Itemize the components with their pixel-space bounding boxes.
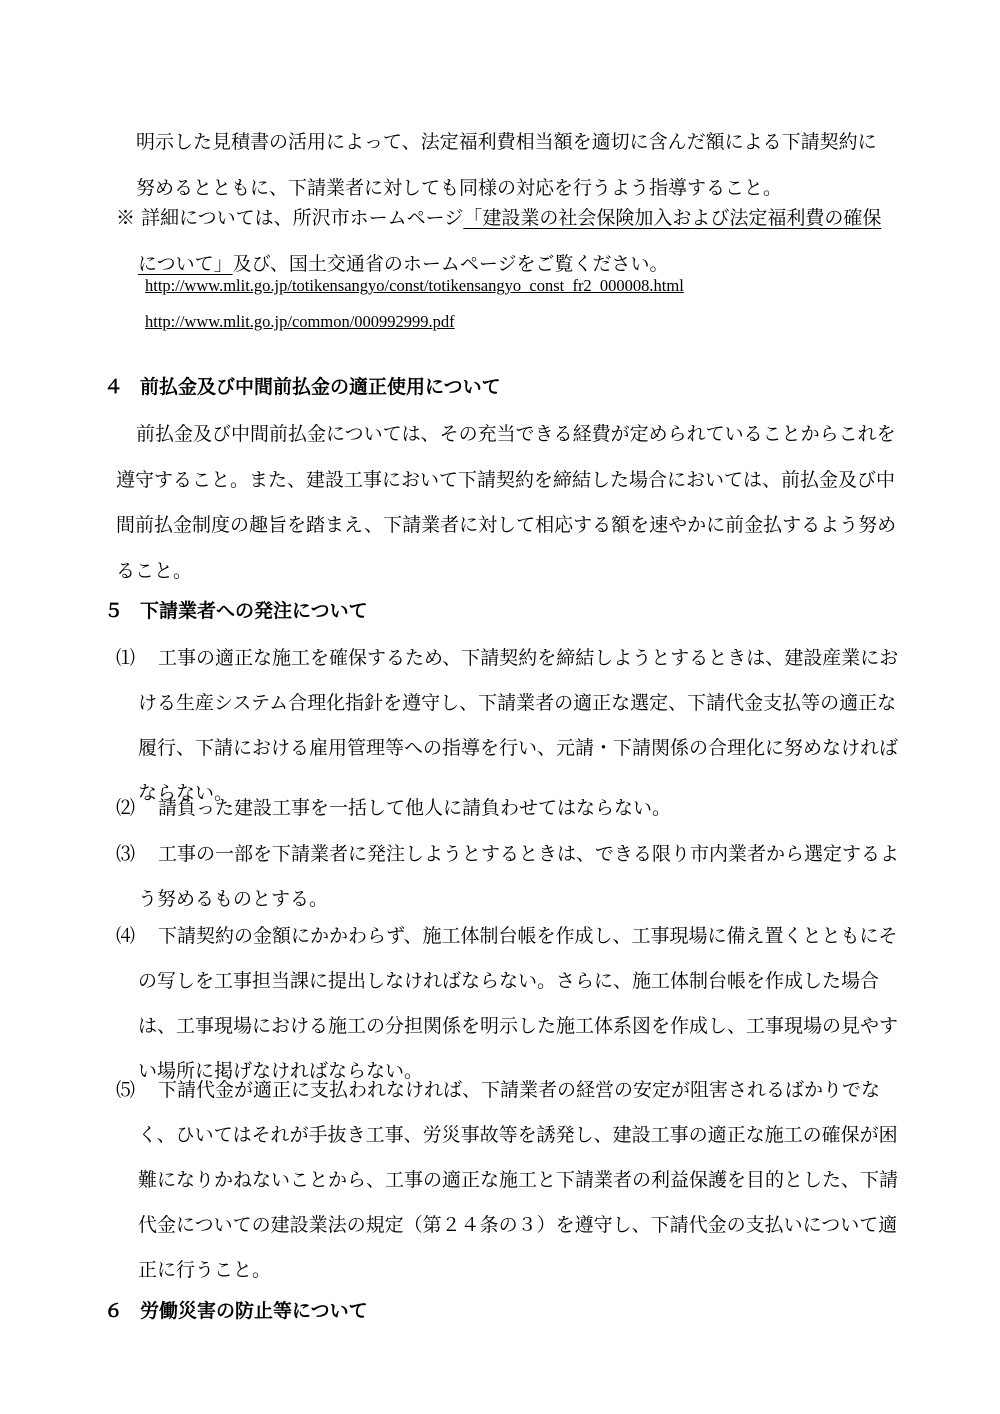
mlit-url-1[interactable]: http://www.mlit.go.jp/totikensangyo/const/totikensangyo_const_fr2_000008.html — [145, 276, 684, 295]
section-5-heading — [104, 596, 368, 623]
list-item — [116, 832, 904, 922]
item-text: 下請代金が適正に支払われなければ、下請業者の経営の安定が阻害されるばかりでなく、ひいてはそれが手抜き工事、労災事故等を誘発し、建設工事の適正な施工の確保が困難になりかねないことから、工事の適正な施工と下請業者の利益保護を目的とした、下請代金についての建設業法の規定（第２４条の３）を遵守し、下請代金の支払いについて適正に行うこと。 — [138, 1079, 899, 1281]
section-4-number: ４ — [104, 376, 124, 398]
section-4-heading — [104, 372, 501, 399]
city-homepage-link[interactable]: 「建設業の社会保険加入および法定福利費の確保 について」 — [138, 207, 882, 275]
item-label: ⑵ — [116, 797, 136, 819]
item-text: 工事の一部を下請業者に発注しようとするときは、できる限り市内業者から選定するよう努めるものとする。 — [138, 843, 900, 910]
section-6-number: ６ — [104, 1300, 124, 1322]
section-5-number: ５ — [104, 600, 124, 622]
intro-line-1: 明示した見積書の活用によって、法定福利費相当額を適切に含んだ額による下請契約に — [136, 131, 877, 153]
list-item — [116, 914, 904, 1094]
list-item — [116, 1068, 904, 1293]
note-paragraph — [116, 196, 904, 287]
note-text-pre: 詳細については、所沢市ホームページ — [141, 207, 464, 229]
item-label: ⑷ — [116, 925, 136, 947]
section-6-title: 労働災害の防止等について — [140, 1300, 368, 1322]
note-mark: ※ — [116, 207, 136, 229]
mlit-url-2[interactable]: http://www.mlit.go.jp/common/000992999.pdf — [145, 312, 455, 331]
item-label: ⑶ — [116, 843, 136, 865]
item-text: 下請契約の金額にかかわらず、施工体制台帳を作成し、工事現場に備え置くとともにその写しを工事担当課に提出しなければならない。さらに、施工体制台帳を作成した場合は、工事現場における施工の分担関係を明示した施工体系図を作成し、工事現場の見やすい場所に掲げなければならない。 — [138, 925, 899, 1082]
section-4-body: 前払金及び中間前払金については、その充当できる経費が定められていることからこれを遵守すること。また、建設工事において下請契約を締結した場合においては、前払金及び中間前払金制度の趣旨を踏まえ、下請業者に対して相応する額を速やかに前金払するよう努めること。 — [116, 423, 897, 582]
item-text: 請負った建設工事を一括して他人に請負わせてはならない。 — [158, 797, 672, 819]
section-6-heading — [104, 1296, 368, 1323]
note-text-post: 及び、国土交通省のホームページをご覧ください。 — [232, 252, 669, 275]
section-4-title: 前払金及び中間前払金の適正使用について — [140, 376, 501, 398]
section-5-title: 下請業者への発注について — [140, 600, 368, 622]
item-label: ⑸ — [116, 1079, 136, 1101]
intro-line-2: 努めるとともに、下請業者に対しても同様の対応を行うよう指導すること。 — [136, 176, 783, 199]
item-label: ⑴ — [116, 647, 136, 669]
item-text: 工事の適正な施工を確保するため、下請契約を締結しようとするときは、建設産業における生産システム合理化指針を遵守し、下請業者の適正な選定、下請代金支払等の適正な履行、下請における雇用管理等への指導を行い、元請・下請関係の合理化に努めなければならない。 — [138, 647, 899, 804]
list-item — [116, 786, 904, 831]
